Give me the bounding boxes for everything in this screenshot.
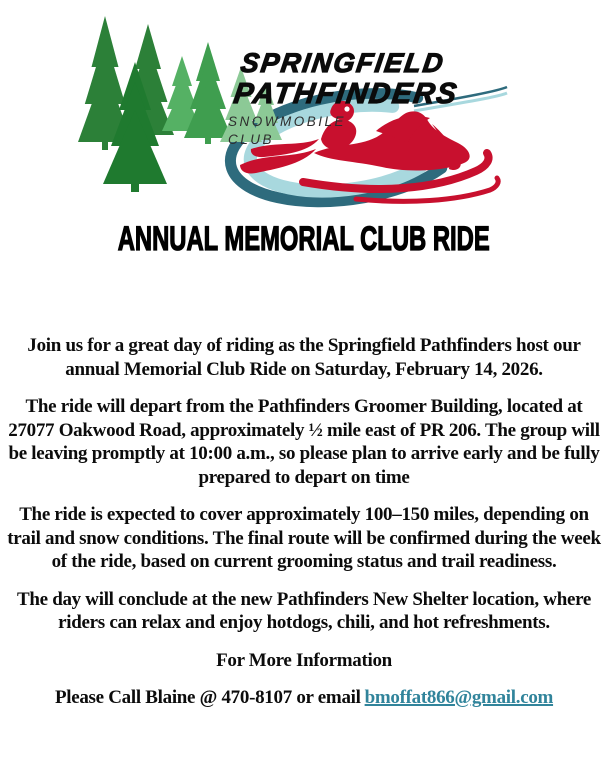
page-title: ANNUAL MEMORIAL CLUB RIDE bbox=[118, 220, 490, 258]
body-paragraph: The day will conclude at the new Pathfinders New Shelter location, where riders can relax and enjoy hotdogs, chili, and hot refreshments. bbox=[16, 588, 592, 633]
logo-subtitle-snowmobile: SNOWMOBILE bbox=[228, 114, 347, 129]
email-link[interactable]: bmoffat866@gmail.com bbox=[364, 687, 554, 708]
body-paragraph: The ride is expected to cover approximately 100–150 miles, depending on trail and snow conditions. The final route will be confirmed during the week of the ride, based on current grooming status and trail readiness. bbox=[7, 504, 601, 572]
contact-line bbox=[2, 686, 606, 710]
body-paragraph: The ride will depart from the Pathfinders Groomer Building, located at 27077 Oakwood Road, approximately ½ mile east of PR 206. The group will be leaving promptly at 10:00 a.m., so please plan to arrive early and be fully prepared to depart on time bbox=[8, 396, 600, 488]
logo-subtitle-club: CLUB bbox=[228, 132, 275, 147]
contact-text: Please Call Blaine @ 470-8107 or email bbox=[54, 687, 361, 708]
page-title-wrap bbox=[0, 222, 608, 256]
body-paragraph: Join us for a great day of riding as the Springfield Pathfinders host our annual Memorial Club Ride on Saturday, February 14, 2026. bbox=[27, 335, 581, 380]
body-text bbox=[2, 334, 606, 724]
logo-title-line2: PATHFINDERS bbox=[231, 78, 461, 110]
club-logo bbox=[78, 12, 508, 208]
logo-title-line1: SPRINGFIELD bbox=[238, 48, 447, 78]
info-heading: For More Information bbox=[216, 649, 392, 671]
